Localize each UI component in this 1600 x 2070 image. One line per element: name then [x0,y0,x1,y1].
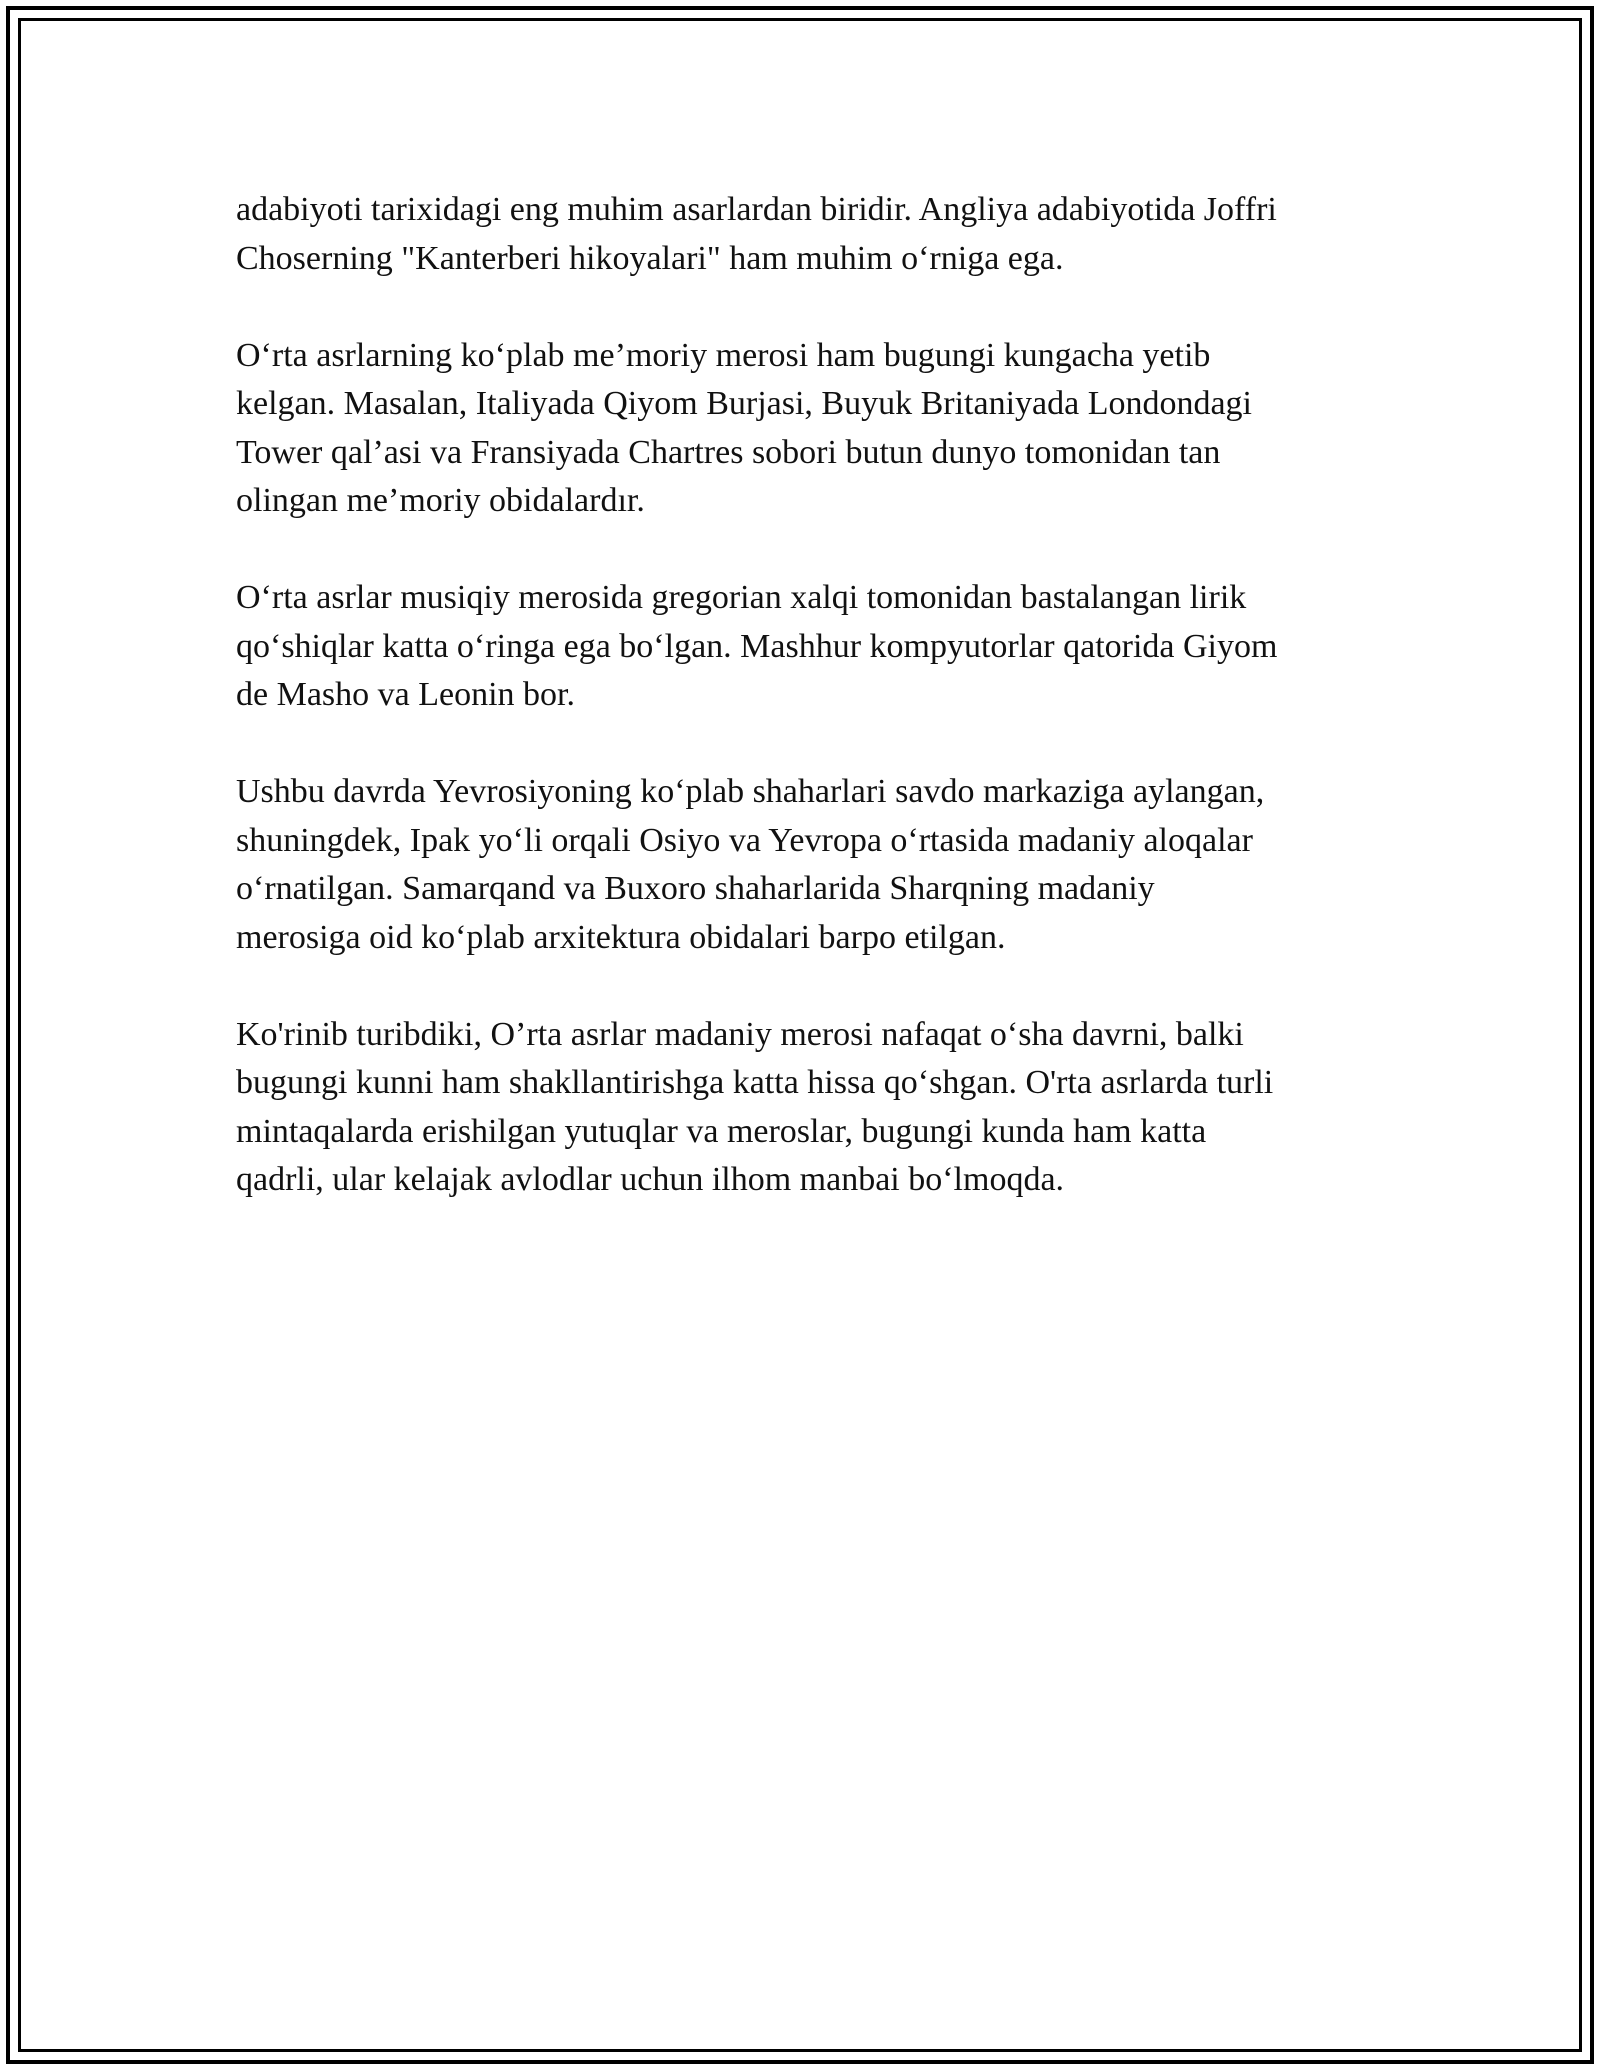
paragraph-trade: Ushbu davrda Yevrosiyoning ko‘plab shaharlari savdo markaziga aylangan, shuningdek, Ipak yo‘li orqali Osiyo va Yevropa o‘rtasida madaniy aloqalar o‘rnatilgan. Samarqand va Buxoro shaharlarida Sharqning madaniy merosiga oid ko‘plab arxitektura obidalari barpo etilgan. [236,773,1265,956]
paragraph-music: O‘rta asrlar musiqiy merosida gregorian xalqi tomonidan bastalangan lirik qo‘shiqlar katta o‘ringa ega bo‘lgan. Mashhur kompyutorlar qatorida Giyom de Masho va Leonin bor. [236,579,1278,713]
paragraph-conclusion: Ko'rinib turibdiki, O’rta asrlar madaniy merosi nafaqat o‘sha davrni, balki bugungi kunni ham shakllantirishga katta hissa qo‘shgan. O'rta asrlarda turli mintaqalarda erishilgan yutuqlar va meroslar, bugungi kunda ham katta qadrli, ular kelajak avlodlar uchun ilhom manbai bo‘lmoqda. [236,1015,1274,1198]
document-body [236,186,1366,1253]
paragraph-architecture: O‘rta asrlarning ko‘plab me’moriy merosi ham bugungi kungacha yetib kelgan. Masalan, Italiyada Qiyom Burjasi, Buyuk Britaniyada Londondagi Tower qal’asi va Fransiyada Chartres sobori butun dunyo tomonidan tan olingan me’moriy obidalardır. [236,336,1252,519]
paragraph-literature: adabiyoti tarixidagi eng muhim asarlardan biridir. Angliya adabiyotida Joffri Choserning "Kanterberi hikoyalari" ham muhim o‘rniga ega. [236,191,1277,277]
